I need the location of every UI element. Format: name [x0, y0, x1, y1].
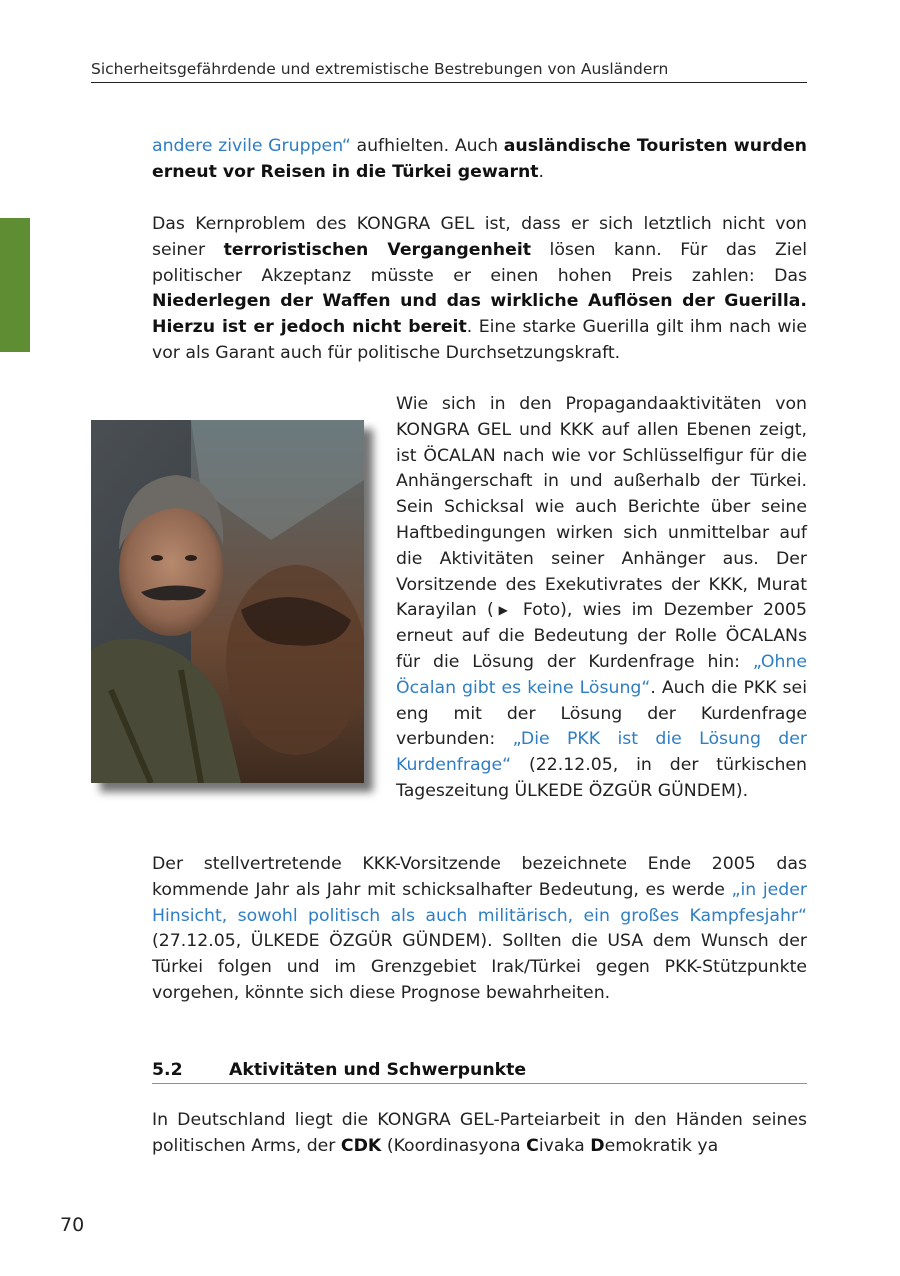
- paragraph-3: [396, 392, 807, 805]
- chapter-tab-marker: [0, 218, 30, 352]
- body-text: . Auch die PKK sei eng mit der Lösung der Kurdenfrage verbunden:: [396, 677, 807, 750]
- emphasis-text: Niederlegen der Waffen und das wirkliche Auflösen der Guerilla. Hierzu ist er jedoch nicht bereit: [152, 291, 807, 338]
- paragraph-5: [152, 1108, 807, 1160]
- page-number: 70: [60, 1214, 85, 1236]
- body-text: lösen kann. Für das Ziel politischer Akzeptanz müsste er einen hohen Preis zahlen: Das: [152, 239, 808, 286]
- section-heading: [152, 1060, 807, 1084]
- portrait-photo: [91, 420, 364, 783]
- section-number: 5.2: [152, 1060, 183, 1080]
- emphasis-text: C: [526, 1135, 539, 1156]
- body-text: ivaka: [538, 1135, 591, 1156]
- body-text: (27.12.05, ÜLKEDE ÖZGÜR GÜNDEM). Sollten die USA dem Wunsch der Türkei folgen und im Grenzgebiet Irak/Türkei gegen PKK-Stützpunkte vorgehen, könnte sich diese Prognose bewahrheiten.: [152, 931, 807, 1003]
- body-text: Foto), wies im Dezember 2005 erneut auf die Bedeutung der Rolle ÖCALANs für die Lösung der Kurdenfrage hin:: [396, 600, 807, 672]
- body-text: .: [538, 161, 545, 182]
- body-text: (Koordinasyona: [381, 1135, 527, 1156]
- quote-text: andere zivile Gruppen“: [152, 136, 351, 156]
- emphasis-text: D: [590, 1135, 605, 1156]
- emphasis-text: terroristischen Vergangenheit: [223, 239, 532, 260]
- body-text: Das Kernproblem des KONGRA GEL ist, dass er sich letztlich nicht von seiner: [152, 214, 807, 260]
- quote-text: „Die PKK ist die Lösung der Kurdenfrage“: [396, 729, 807, 776]
- body-text: (22.12.05, in der türkischen Tageszeitung ÜLKEDE ÖZGÜR GÜNDEM).: [396, 755, 807, 801]
- emphasis-text: CDK: [340, 1135, 382, 1156]
- quote-text: „Ohne Öcalan gibt es keine Lösung“: [396, 651, 807, 698]
- body-text: . Eine starke Guerilla gilt ihm nach wie vor als Garant auch für politische Durchsetzungskraft.: [152, 317, 807, 363]
- paragraph-4: [152, 852, 807, 1007]
- body-text: aufhielten. Auch: [350, 136, 504, 156]
- body-text: Wie sich in den Propagandaaktivitäten von KONGRA GEL und KKK auf allen Ebenen zeigt, ist ÖCALAN nach wie vor Schlüsselfigur für die Anhängerschaft in und außerhalb der Türkei. Sein Schicksal wie auch Berichte über seine Haftbedingungen wirken sich unmittelbar auf die Aktivitäten seiner Anhänger aus. Der Vorsitzende des Exekutivrates der KKK, Murat Karayilan (: [396, 394, 807, 621]
- body-text: emokratik ya: [604, 1135, 719, 1156]
- arrow-right-icon: ▶: [493, 603, 513, 618]
- section-title: Aktivitäten und Schwerpunkte: [229, 1060, 527, 1080]
- paragraph-1: [152, 134, 807, 186]
- body-text: In Deutschland liegt die KONGRA GEL-Parteiarbeit in den Händen seines politischen Arms, der: [152, 1110, 807, 1156]
- portrait-photo-image: [91, 420, 364, 783]
- running-head: Sicherheitsgefährdende und extremistische Bestrebungen von Ausländern: [91, 60, 807, 83]
- quote-text: „in jeder Hinsicht, sowohl politisch als auch militärisch, ein großes Kampfesjahr“: [152, 879, 807, 926]
- emphasis-text: ausländische Touristen wurden erneut vor Reisen in die Türkei gewarnt: [152, 136, 807, 182]
- paragraph-2: [152, 212, 807, 367]
- body-text: Der stellvertretende KKK-Vorsitzende bezeichnete Ende 2005 das kommende Jahr als Jahr mit schicksalhafter Bedeutung, es werde: [152, 854, 807, 900]
